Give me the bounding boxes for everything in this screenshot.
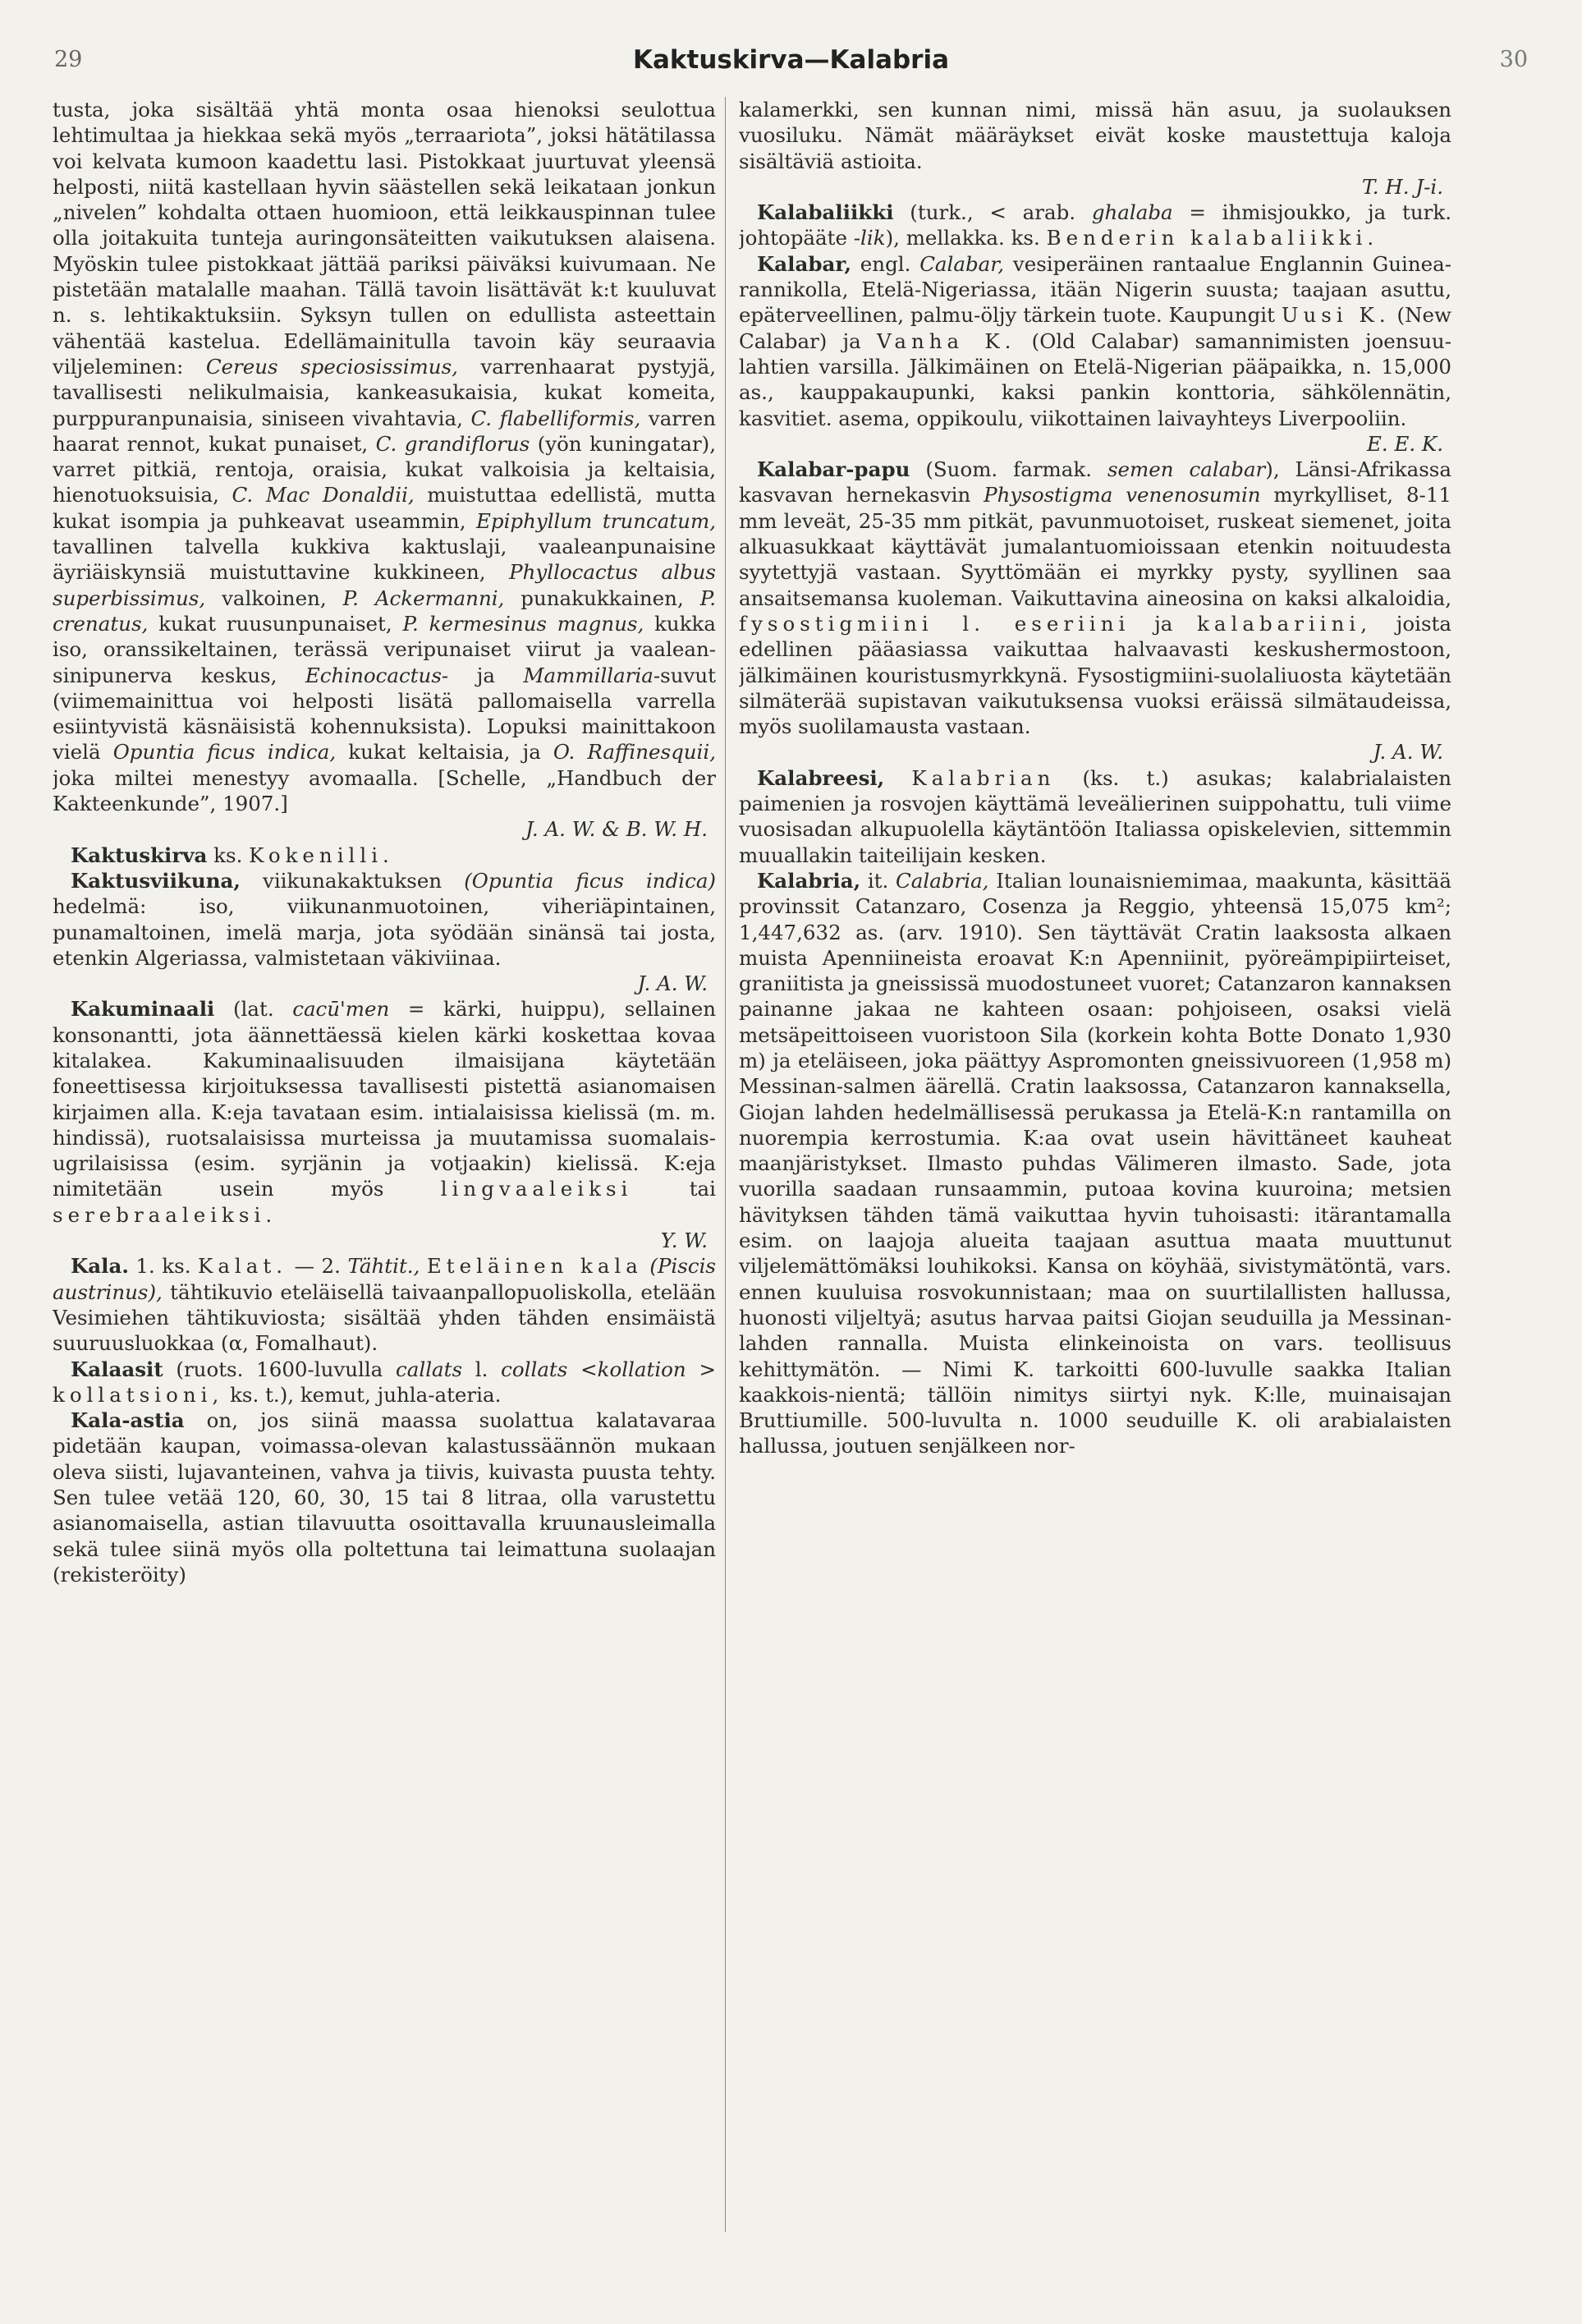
entry-kala: Kala. 1. ks. Kalat. — 2. Tähtit., Eteläinen kala (Piscis austrinus), tähtikuvio eteläisellä taivaanpallopuoliskolla, etelään Vesimiehen tähtikuviosta; sisältää yhden tähden ensimäistä suuruusluokkaa (α, Fomalhaut).: [53, 1254, 716, 1356]
entry-kalabreesi: Kalabreesi, Kalabrian (ks. t.) asukas; kalabrialaisten paimenien ja rosvojen käyttämä leveälierinen suippohattu, tuli viime vuosisadan alkupuolella käytäntöön Italiassa opiskelevien, sittemmin muuallakin taiteilijain kesken.: [739, 765, 1451, 867]
entry-kalabria: Kalabria, it. Calabria, Italian lounaisniemimaa, maakunta, käsittää provinssit Catanzaro, Cosenza ja Reggio, yhteensä 15,075 km²; 1,447,632 as. (arv. 1910). Sen täyttävät Cratin laaksosta alkaen muista Apenniineista eroavat K:n Apenniinit, pyöreämpipiirteiset, graniitista ja gneississä muodostuneet vuoret; Catanzaron kannaksen painanne jakaa ne kahteen osaan: pohjoiseen, osaksi vielä metsäpeittoiseen vuoristoon Sila (korkein kohta Botte Donato 1,930 m) ja eteläiseen, joka päättyy Aspromonten gneissivuoreen (1,958 m) Messinan-salmen äärellä. Cratin laaksossa, Catanzaron kannaksella, Giojan lahden hedelmällisessä perukassa ja Etelä-K:n rantamilla on nuorempia kerrostumia. K:aa ovat usein hävittäneet kauheat maanjäristykset. Ilmasto puhdas Välimeren ilmasto. Sade, jota vuorilla saadaan runsaammin, putoaa kovina kuuroina; metsien hävityksen tähden tämä vaikuttaa hyvin tuhoisasti: itärantamalla esim. on laajoja alueita taajaan asuttua maata muuttunut viljelemättömäksi louhikoksi. Kansa on köyhää, sivistymätöntä, vars. ennen kuuluisa rosvokunnistaan; maa on suurtilallisten hallussa, huonosti viljeltyä; asutus harvaa paitsi Giojan seuduilla ja Messinan-lahden rannalla. Muista elinkeinoista on vars. teollisuus kehittymätön. — Nimi K. tarkoitti 600-luvulle saakka Italian kaakkois-nientä; tällöin nimitys siirtyi nyk. K:lle, muinaisajan Bruttiumille. 500-luvulta n. 1000 seuduille K. oli arabialaisten hallussa, joutuen senjälkeen nor-: [739, 868, 1451, 1458]
signature: E. E. K.: [1366, 431, 1443, 456]
entry-kalabaliikki: Kalabaliikki (turk., < arab. ghalaba = ihmisjoukko, ja turk. johtopääte -lik), mellakka. ks. Benderin kalabaliikki.: [739, 200, 1451, 250]
signature: T. H. J-i.: [1362, 174, 1443, 199]
column-divider: [725, 97, 726, 2232]
signature: J. A. W.: [1373, 740, 1443, 765]
running-title: Kaktuskirva—Kalabria: [632, 45, 950, 75]
page-number-right: 30: [1499, 47, 1528, 72]
left-column: [53, 97, 716, 2314]
entry-kalabar: Kalabar, engl. Calabar, vesiperäinen rantaalue Englannin Guinea-rannikolla, Etelä-Nigeriassa, itään Nigerin suusta; taajaan asuttu, epäterveellinen, palmu-öljy tärkein tuote. Kaupungit Uusi K. (New Calabar) ja Vanha K. (Old Calabar) samannimisten joensuu-lahtien varsilla. Jälkimäinen on Etelä-Nigerian pääpaikka, n. 15,000 as., kauppakaupunki, kaksi pankin konttoria, sähkölennätin, kasvitiet. asema, oppikoulu, viikottainen laivayhteys Liverpooliin.: [739, 251, 1451, 430]
page-header: [0, 39, 1582, 80]
entry-kala-astia: Kala-astia on, jos siinä maassa suolattua kalatavaraa pidetään kaupan, voimassa-olevan kalastussäännön mukaan oleva siisti, lujavanteinen, vahva ja tiivis, kuivasta puusta tehty. Sen tulee vetää 120, 60, 30, 15 tai 8 litraa, olla varustettu asianomaisella, astian tilavuutta osoittavalla kruunausleimalla sekä tulee siinä myös olla poltettuna tai leimattuna suolaajan (rekisteröity): [53, 1408, 716, 1587]
entry-continuation: tusta, joka sisältää yhtä monta osaa hienoksi seulottua lehtimultaa ja hiekkaa sekä myös „terraariota”, joksi hätätilassa voi kelvata kumoon kaadettu lasi. Pistokkaat juurtuvat yleensä helposti, niitä kastellaan hyvin säästellen sekä leikataan jonkun „nivelen” kohdalta ottaen huomioon, että leikkauspinnan tulee olla joitakuita tunteja auringonsäteitten vaikutuksen alaisena. Myöskin tulee pistokkaat jättää pariksi päiväksi kuivumaan. Ne pistetään matalalle maahan. Tällä tavoin lisättävät k:t kuuluvat n. s. lehtikaktuksiin. Syksyn tullen on edullista asteettain vähentää kastelua. Edellämainitulla tavoin käy seuraavia viljeleminen: Cereus speciosissimus, varrenhaarat pystyjä, tavallisesti nelikulmaisia, kankeasukaisia, kukat komeita, purppuranpunaisia, siniseen vivahtavia, C. flabelliformis, varren haarat rennot, kukat punaiset, C. grandiflorus (yön kuningatar), varret pitkiä, rentoja, oraisia, kukat valkoisia ja keltaisia, hienotuoksuisia, C. Mac Donaldii, muistuttaa edellistä, mutta kukat isompia ja puhkeavat useammin, Epiphyllum truncatum, tavallinen talvella kukkiva kaktuslaji, vaaleanpunaisine äyriäiskynsiä muistuttavine kukkineen, Phyllocactus albus superbissimus, valkoinen, P. Ackermanni, punakukkainen, P. crenatus, kukat ruusunpunaiset, P. kermesinus magnus, kukka iso, oranssikeltainen, terässä veripunaiset viirut ja vaalean-sinipunerva keskus, Echinocactus- ja Mammillaria-suvut (viimemainittua voi helposti lisätä pallomaisella varrella esiintyvistä käsnäisistä kohennuksista). Lopuksi mainittakoon vielä Opuntia ficus indica, kukat keltaisia, ja O. Raffinesquii, joka miltei menestyy avomaalla. [Schelle, „Handbuch der Kakteenkunde”, 1907.]: [53, 98, 716, 816]
signature: J. A. W.: [637, 971, 708, 996]
right-column: [739, 97, 1451, 2314]
entry-kalabar-papu: Kalabar-papu (Suom. farmak. semen calabar), Länsi-Afrikassa kasvavan hernekasvin Physostigma venenosumin myrkylliset, 8-11 mm leveät, 25-35 mm pitkät, pavunmuotoiset, ruskeat siemenet, joita alkuasukkaat käyttävät jumalantuomioissaan etenkin noituudesta syytettyjä vastaan. Syyttömään ei myrkky pysty, syyllinen saa ansaitsemansa kuoleman. Vaikuttavina aineosina on kaksi alkaloidia, fysostigmiini l. eseriini ja kalabariini, joista edellinen pääasiassa vaikuttaa halvaavasti keskushermostoon, jälkimäinen kouristusmyrkkynä. Fysostigmiini-suolaliuosta käytetään silmäterää supistavan vaikutuksensa vuoksi eräissä silmätaudeissa, myös suolilamausta vastaan.: [739, 457, 1451, 739]
entry-continuation: kalamerkki, sen kunnan nimi, missä hän asuu, ja suolauksen vuosiluku. Nämät määräykset eivät koske maustettuja kaloja sisältäviä astioita.: [739, 98, 1451, 173]
page-number-left: 29: [54, 47, 83, 72]
entry-kalaasit: Kalaasit (ruots. 1600-luvulla callats l. collats <kollation > kollatsioni, ks. t.), kemut, juhla-ateria.: [53, 1357, 716, 1407]
entry-kaktusviikuna: Kaktusviikuna, viikunakaktuksen (Opuntia ficus indica) hedelmä: iso, viikunanmuotoinen, viheriäpintainen, punamaltoinen, imelä marja, jota syödään sinänsä tai josta, etenkin Algeriassa, valmistetaan väkiviinaa.: [53, 868, 716, 970]
entry-kakuminaali: Kakuminaali (lat. cacū'men = kärki, huippu), sellainen konsonantti, jota äännettäessä kielen kärki koskettaa kovaa kitalakea. Kakuminaalisuuden ilmaisijana käytetään foneettisessa kirjoituksessa tavallisesti pistettä asianomaisen kirjaimen alla. K:eja tavataan esim. intialaisissa kielissä (m. m. hindissä), ruotsalaisissa murteissa ja muutamissa suomalais-ugrilaisissa (esim. syrjänin ja votjaakin) kielissä. K:eja nimitetään usein myös lingvaaleiksi tai serebraaleiksi.: [53, 997, 716, 1227]
entry-kaktuskirva: Kaktuskirva ks. Kokenilli.: [71, 843, 394, 867]
signature: J. A. W. & B. W. H.: [525, 817, 708, 842]
signature: Y. W.: [660, 1229, 708, 1253]
